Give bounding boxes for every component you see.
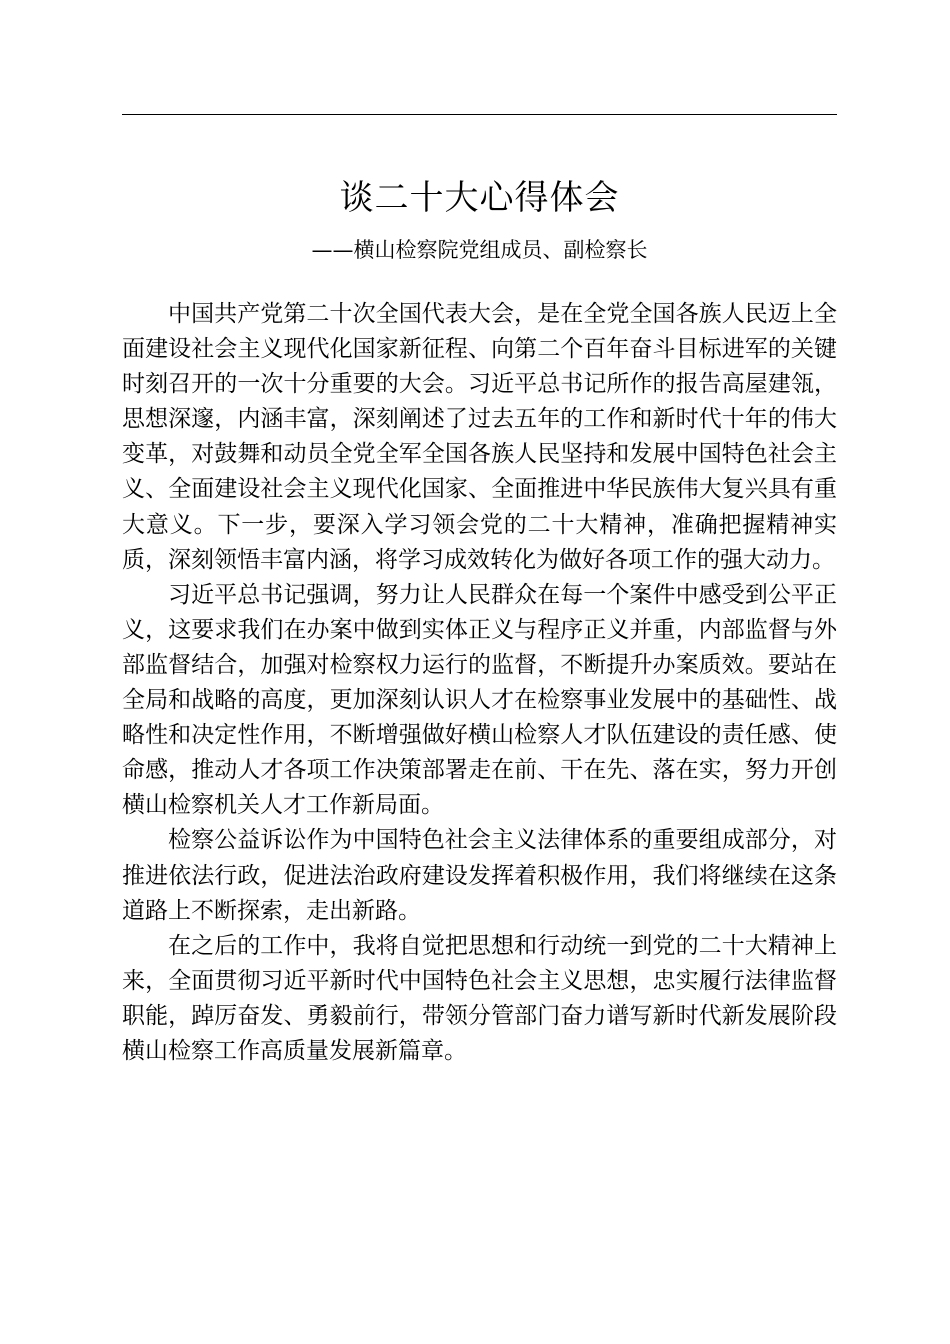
paragraph: 在之后的工作中，我将自觉把思想和行动统一到党的二十大精神上来，全面贯彻习近平新时代中国特色社会主义思想，忠实履行法律监督职能，踔厉奋发、勇毅前行，带领分管部门奋力谱写新时代新发展阶段横山检察工作高质量发展新篇章。 — [122, 932, 837, 1064]
document-title: 谈二十大心得体会 — [339, 178, 620, 218]
paragraph: 中国共产党第二十次全国代表大会，是在全党全国各族人民迈上全面建设社会主义现代化国家新征程、向第二个百年奋斗目标进军的关键时刻召开的一次十分重要的大会。习近平总书记所作的报告高屋建瓴，思想深邃，内涵丰富，深刻阐述了过去五年的工作和新时代十年的伟大变革，对鼓舞和动员全党全军全国各族人民坚持和发展中国特色社会主义、全面建设社会主义现代化国家、全面推进中华民族伟大复兴具有重大意义。下一步，要深入学习领会党的二十大精神，准确把握精神实质，深刻领悟丰富内涵，将学习成效转化为做好各项工作的强大动力。 — [122, 301, 837, 573]
paragraph: 习近平总书记强调，努力让人民群众在每一个案件中感受到公平正义，这要求我们在办案中做到实体正义与程序正义并重，内部监督与外部监督结合，加强对检察权力运行的监督，不断提升办案质效。要站在全局和战略的高度，更加深刻认识人才在检察事业发展中的基础性、战略性和决定性作用，不断增强做好横山检察人才队伍建设的责任感、使命感，推动人才各项工作决策部署走在前、干在先、落在实，努力开创横山检察机关人才工作新局面。 — [122, 581, 837, 819]
header-rule — [122, 114, 837, 115]
paragraph: 检察公益诉讼作为中国特色社会主义法律体系的重要组成部分，对推进依法行政，促进法治政府建设发挥着积极作用，我们将继续在这条道路上不断探索，走出新路。 — [122, 827, 837, 924]
document-body — [122, 297, 837, 1069]
document-subtitle: ——横山检察院党组成员、副检察长 — [311, 238, 648, 262]
